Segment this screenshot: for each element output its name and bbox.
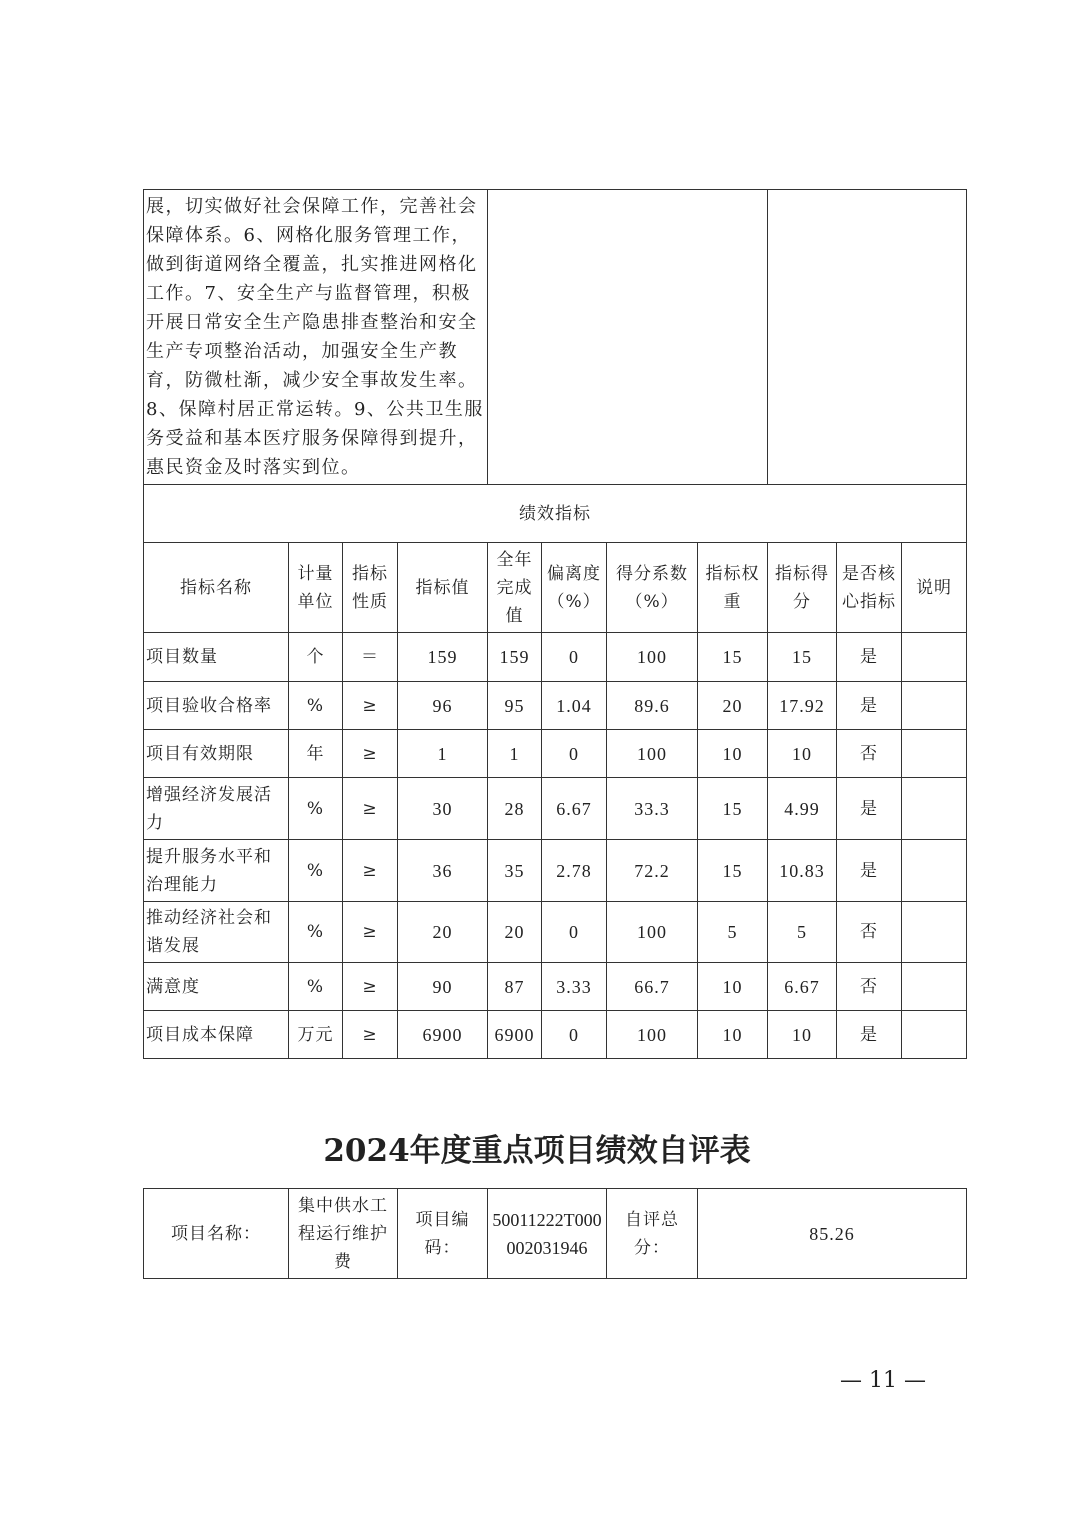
table-row xyxy=(144,902,967,963)
table-cell: 20 xyxy=(488,902,542,963)
table-cell: 年 xyxy=(289,730,343,778)
indicator-name: 增强经济发展活力 xyxy=(144,778,289,840)
indicator-name: 推动经济社会和谐发展 xyxy=(144,902,289,963)
table-cell: 6900 xyxy=(398,1011,488,1059)
table-cell: 是 xyxy=(837,682,902,730)
table-cell: 20 xyxy=(698,682,768,730)
table-row xyxy=(144,730,967,778)
indicator-name: 提升服务水平和治理能力 xyxy=(144,840,289,902)
table-cell xyxy=(902,730,967,778)
header-row xyxy=(144,543,967,633)
empty-cell xyxy=(488,190,768,485)
table-cell: 1 xyxy=(398,730,488,778)
table-cell: 30 xyxy=(398,778,488,840)
table-cell xyxy=(902,840,967,902)
table-cell: ＝ xyxy=(343,633,398,682)
table-row xyxy=(144,682,967,730)
table-cell: 5 xyxy=(698,902,768,963)
table-cell: 100 xyxy=(607,633,698,682)
table-cell: 0 xyxy=(542,633,607,682)
table-cell: 10 xyxy=(768,1011,837,1059)
table-cell: 28 xyxy=(488,778,542,840)
table-cell: 个 xyxy=(289,633,343,682)
column-header: 说明 xyxy=(902,543,967,633)
column-header: 得分系数（%） xyxy=(607,543,698,633)
column-header: 指标值 xyxy=(398,543,488,633)
table-cell: 33.3 xyxy=(607,778,698,840)
table-cell: 90 xyxy=(398,963,488,1011)
table-cell: 是 xyxy=(837,1011,902,1059)
column-header: 是否核心指标 xyxy=(837,543,902,633)
table-cell: % xyxy=(289,963,343,1011)
table-cell xyxy=(902,963,967,1011)
column-header: 偏离度（%） xyxy=(542,543,607,633)
table-cell: 10 xyxy=(768,730,837,778)
document-title: 2024年度重点项目绩效自评表 xyxy=(323,1133,751,1169)
description-cell: 展，切实做好社会保障工作，完善社会保障体系。6、网格化服务管理工作，做到街道网络全覆盖，扎实推进网格化工作。7、安全生产与监督管理，积极开展日常安全生产隐患排查整治和安全生产专项整治活动，加强安全生产教育，防微杜渐，减少安全事故发生率。8、保障村居正常运转。9、公共卫生服务受益和基本医疗服务保障得到提升，惠民资金及时落实到位。 xyxy=(144,190,488,485)
section-title: 绩效指标 xyxy=(144,485,967,543)
table-cell: 1 xyxy=(488,730,542,778)
column-header: 指标性质 xyxy=(343,543,398,633)
project-name-label: 项目名称： xyxy=(144,1189,289,1279)
indicator-name: 项目验收合格率 xyxy=(144,682,289,730)
table-cell: 10.83 xyxy=(768,840,837,902)
table-cell: ≥ xyxy=(343,682,398,730)
indicator-name: 项目数量 xyxy=(144,633,289,682)
table-cell: % xyxy=(289,902,343,963)
performance-table xyxy=(143,189,967,1059)
table-cell: 5 xyxy=(768,902,837,963)
table-cell: 万元 xyxy=(289,1011,343,1059)
table-cell: 159 xyxy=(398,633,488,682)
table-cell: 100 xyxy=(607,730,698,778)
table-row xyxy=(144,633,967,682)
table-row xyxy=(144,1011,967,1059)
indicator-name: 项目成本保障 xyxy=(144,1011,289,1059)
table-cell: ≥ xyxy=(343,778,398,840)
table-cell: 96 xyxy=(398,682,488,730)
column-header: 全年完成值 xyxy=(488,543,542,633)
page-number: — 11 — xyxy=(840,1368,926,1393)
table-cell: 35 xyxy=(488,840,542,902)
table-row xyxy=(144,778,967,840)
table-cell: 否 xyxy=(837,963,902,1011)
table-cell: 89.6 xyxy=(607,682,698,730)
table-cell: 20 xyxy=(398,902,488,963)
table-cell: 15 xyxy=(698,840,768,902)
score-value: 85.26 xyxy=(698,1189,967,1279)
table-cell: 2.78 xyxy=(542,840,607,902)
table-cell: 36 xyxy=(398,840,488,902)
table-cell: 87 xyxy=(488,963,542,1011)
table-cell xyxy=(902,902,967,963)
column-header: 指标名称 xyxy=(144,543,289,633)
table-cell: ≥ xyxy=(343,730,398,778)
table-row xyxy=(144,963,967,1011)
table-cell: 10 xyxy=(698,730,768,778)
table-cell: 6.67 xyxy=(542,778,607,840)
table-cell: 15 xyxy=(698,633,768,682)
score-label: 自评总分： xyxy=(607,1189,698,1279)
table-cell: 否 xyxy=(837,902,902,963)
column-header: 指标得分 xyxy=(768,543,837,633)
empty-cell xyxy=(768,190,967,485)
column-header: 计量单位 xyxy=(289,543,343,633)
table-cell xyxy=(902,682,967,730)
table-cell: 95 xyxy=(488,682,542,730)
table-cell: ≥ xyxy=(343,963,398,1011)
table-cell xyxy=(902,633,967,682)
table-cell: 15 xyxy=(768,633,837,682)
table-cell xyxy=(902,778,967,840)
table-cell: 100 xyxy=(607,1011,698,1059)
table-cell: 是 xyxy=(837,633,902,682)
project-code-label: 项目编码： xyxy=(398,1189,488,1279)
indicator-name: 项目有效期限 xyxy=(144,730,289,778)
table-cell: % xyxy=(289,682,343,730)
table-cell: 100 xyxy=(607,902,698,963)
table-cell: 3.33 xyxy=(542,963,607,1011)
table-cell: 159 xyxy=(488,633,542,682)
table-cell: 是 xyxy=(837,840,902,902)
table-cell: 1.04 xyxy=(542,682,607,730)
summary-table xyxy=(143,1188,967,1279)
table-cell: 4.99 xyxy=(768,778,837,840)
table-cell: 0 xyxy=(542,902,607,963)
table-cell: 0 xyxy=(542,1011,607,1059)
table-cell: 6.67 xyxy=(768,963,837,1011)
table-cell: ≥ xyxy=(343,840,398,902)
table-cell: 10 xyxy=(698,963,768,1011)
table-cell: % xyxy=(289,840,343,902)
table-cell: ≥ xyxy=(343,902,398,963)
table-cell: 0 xyxy=(542,730,607,778)
indicator-name: 满意度 xyxy=(144,963,289,1011)
column-header: 指标权重 xyxy=(698,543,768,633)
project-name-value: 集中供水工程运行维护费 xyxy=(289,1189,398,1279)
table-cell: 15 xyxy=(698,778,768,840)
table-cell: 66.7 xyxy=(607,963,698,1011)
table-cell: % xyxy=(289,778,343,840)
table-cell: 17.92 xyxy=(768,682,837,730)
project-code-value: 50011222T000002031946 xyxy=(488,1189,607,1279)
table-cell: 10 xyxy=(698,1011,768,1059)
table-row xyxy=(144,840,967,902)
table-cell xyxy=(902,1011,967,1059)
table-cell: 否 xyxy=(837,730,902,778)
table-cell: 72.2 xyxy=(607,840,698,902)
table-cell: 6900 xyxy=(488,1011,542,1059)
table-cell: ≥ xyxy=(343,1011,398,1059)
table-cell: 是 xyxy=(837,778,902,840)
